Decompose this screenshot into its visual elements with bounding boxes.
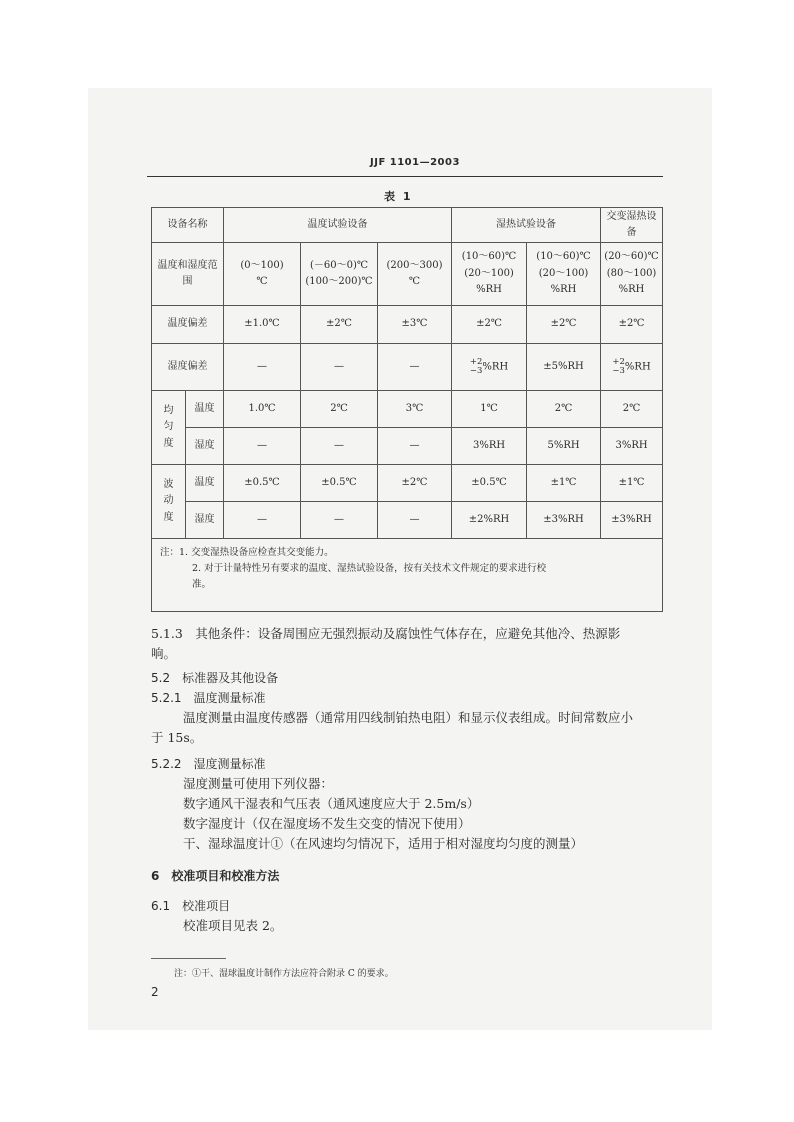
row-sublabel: 温度 [186, 465, 224, 502]
row-label-fluctuation: 波 动 度 [152, 465, 186, 539]
cell: (－60～0)℃ (100～200)℃ [301, 243, 378, 306]
cell: ±2℃ [452, 306, 527, 344]
para-5-2-1-cont: 于 15s。 [151, 730, 203, 745]
cell: ±3%RH [527, 502, 601, 539]
cell: ±1℃ [601, 465, 663, 502]
col-header-humid-group: 湿热试验设备 [452, 208, 601, 243]
cell: (10～60)℃ (20～100) %RH [452, 243, 527, 306]
para-6-1: 校准项目见表 2。 [183, 918, 283, 933]
cell: — [301, 344, 378, 391]
cell: ±5%RH [527, 344, 601, 391]
table-notes [152, 539, 663, 612]
table-row-humid-deviation [152, 344, 663, 391]
table-row-uniformity-temp [152, 391, 663, 428]
para-5-1-3-cont: 响。 [151, 646, 177, 661]
table-title: 表 1 [384, 190, 413, 203]
cell: 1℃ [452, 391, 527, 428]
table-row-fluctuation-temp [152, 465, 663, 502]
cell: (200～300) ℃ [378, 243, 452, 306]
para-5-2-2-item-3: 干、湿球温度计①（在风速均匀情况下，适用于相对湿度均匀度的测量） [183, 836, 584, 851]
cell: 1.0℃ [224, 391, 301, 428]
row-label-uniformity: 均 匀 度 [152, 391, 186, 465]
col-header-temp-group: 温度试验设备 [224, 208, 452, 243]
cell: ±0.5℃ [301, 465, 378, 502]
heading-6: 6 校准项目和校准方法 [151, 869, 280, 883]
table-header-row [152, 208, 663, 243]
row-label-range: 温度和湿度范围 [152, 243, 224, 306]
cell: — [378, 344, 452, 391]
table-row-uniformity-humid [152, 428, 663, 465]
col-header-device: 设备名称 [152, 208, 224, 243]
cell: ±2℃ [378, 465, 452, 502]
cell: — [224, 428, 301, 465]
cell: 5%RH [527, 428, 601, 465]
cell: — [378, 502, 452, 539]
cell: ±0.5℃ [224, 465, 301, 502]
cell: +2 −3 %RH [452, 344, 527, 391]
cell: ±2℃ [527, 306, 601, 344]
para-5-1-3: 5.1.3 其他条件：设备周围应无强烈振动及腐蚀性气体存在，应避免其他冷、热源影 [151, 626, 621, 641]
table-note-2: 2. 对于计量特性另有要求的温度、湿热试验设备，按有关技术文件规定的要求进行校 [192, 563, 547, 575]
cell: 2℃ [527, 391, 601, 428]
cell: — [301, 502, 378, 539]
table-notes-row [152, 539, 663, 612]
table-row-temp-deviation [152, 306, 663, 344]
heading-5-2-1: 5.2.1 温度测量标准 [151, 691, 266, 705]
cell: ±2℃ [301, 306, 378, 344]
table-row-range [152, 243, 663, 306]
cell: 3%RH [452, 428, 527, 465]
row-sublabel: 温度 [186, 391, 224, 428]
footnote: 注：①干、湿球温度计制作方法应符合附录 C 的要求。 [174, 969, 394, 979]
para-5-2-2-intro: 湿度测量可使用下列仪器： [183, 776, 334, 791]
row-sublabel: 湿度 [186, 502, 224, 539]
table-row-fluctuation-humid [152, 502, 663, 539]
heading-5-2: 5.2 标准器及其他设备 [151, 671, 279, 685]
cell: 3%RH [601, 428, 663, 465]
cell: ±3℃ [378, 306, 452, 344]
cell: 2℃ [601, 391, 663, 428]
cell: 3℃ [378, 391, 452, 428]
page-number: 2 [151, 985, 159, 999]
col-header-alt-group: 交变湿热设备 [601, 208, 663, 243]
cell: — [224, 344, 301, 391]
row-sublabel: 湿度 [186, 428, 224, 465]
cell: — [378, 428, 452, 465]
spec-table [151, 207, 663, 612]
cell: — [301, 428, 378, 465]
cell: ±3%RH [601, 502, 663, 539]
heading-6-1: 6.1 校准项目 [151, 899, 231, 913]
table-note-1: 注：1. 交变湿热设备应检查其交变能力。 [160, 547, 334, 558]
header-rule [147, 176, 663, 177]
cell: +2 −3 %RH [601, 344, 663, 391]
heading-5-2-2: 5.2.2 湿度测量标准 [151, 757, 266, 771]
row-label-humid-deviation: 湿度偏差 [152, 344, 224, 391]
cell: (0～100) ℃ [224, 243, 301, 306]
para-5-2-2-item-2: 数字湿度计（仅在湿度场不发生交变的情况下使用） [183, 816, 471, 831]
row-label-temp-deviation: 温度偏差 [152, 306, 224, 344]
footnote-rule [151, 958, 226, 959]
cell: 2℃ [301, 391, 378, 428]
cell: — [224, 502, 301, 539]
cell: ±0.5℃ [452, 465, 527, 502]
cell: ±1℃ [527, 465, 601, 502]
para-5-2-1: 温度测量由温度传感器（通常用四线制铂热电阻）和显示仪表组成。时间常数应小 [183, 710, 634, 725]
table-note-2-cont: 准。 [192, 579, 212, 591]
standard-code: JJF 1101—2003 [370, 157, 460, 168]
cell: (10～60)℃ (20～100) %RH [527, 243, 601, 306]
cell: (20～60)℃ (80～100) %RH [601, 243, 663, 306]
cell: ±2%RH [452, 502, 527, 539]
para-5-2-2-item-1: 数字通风干湿表和气压表（通风速度应大于 2.5m/s） [183, 796, 480, 811]
cell: ±1.0℃ [224, 306, 301, 344]
cell: ±2℃ [601, 306, 663, 344]
body-section-5 [151, 624, 663, 936]
